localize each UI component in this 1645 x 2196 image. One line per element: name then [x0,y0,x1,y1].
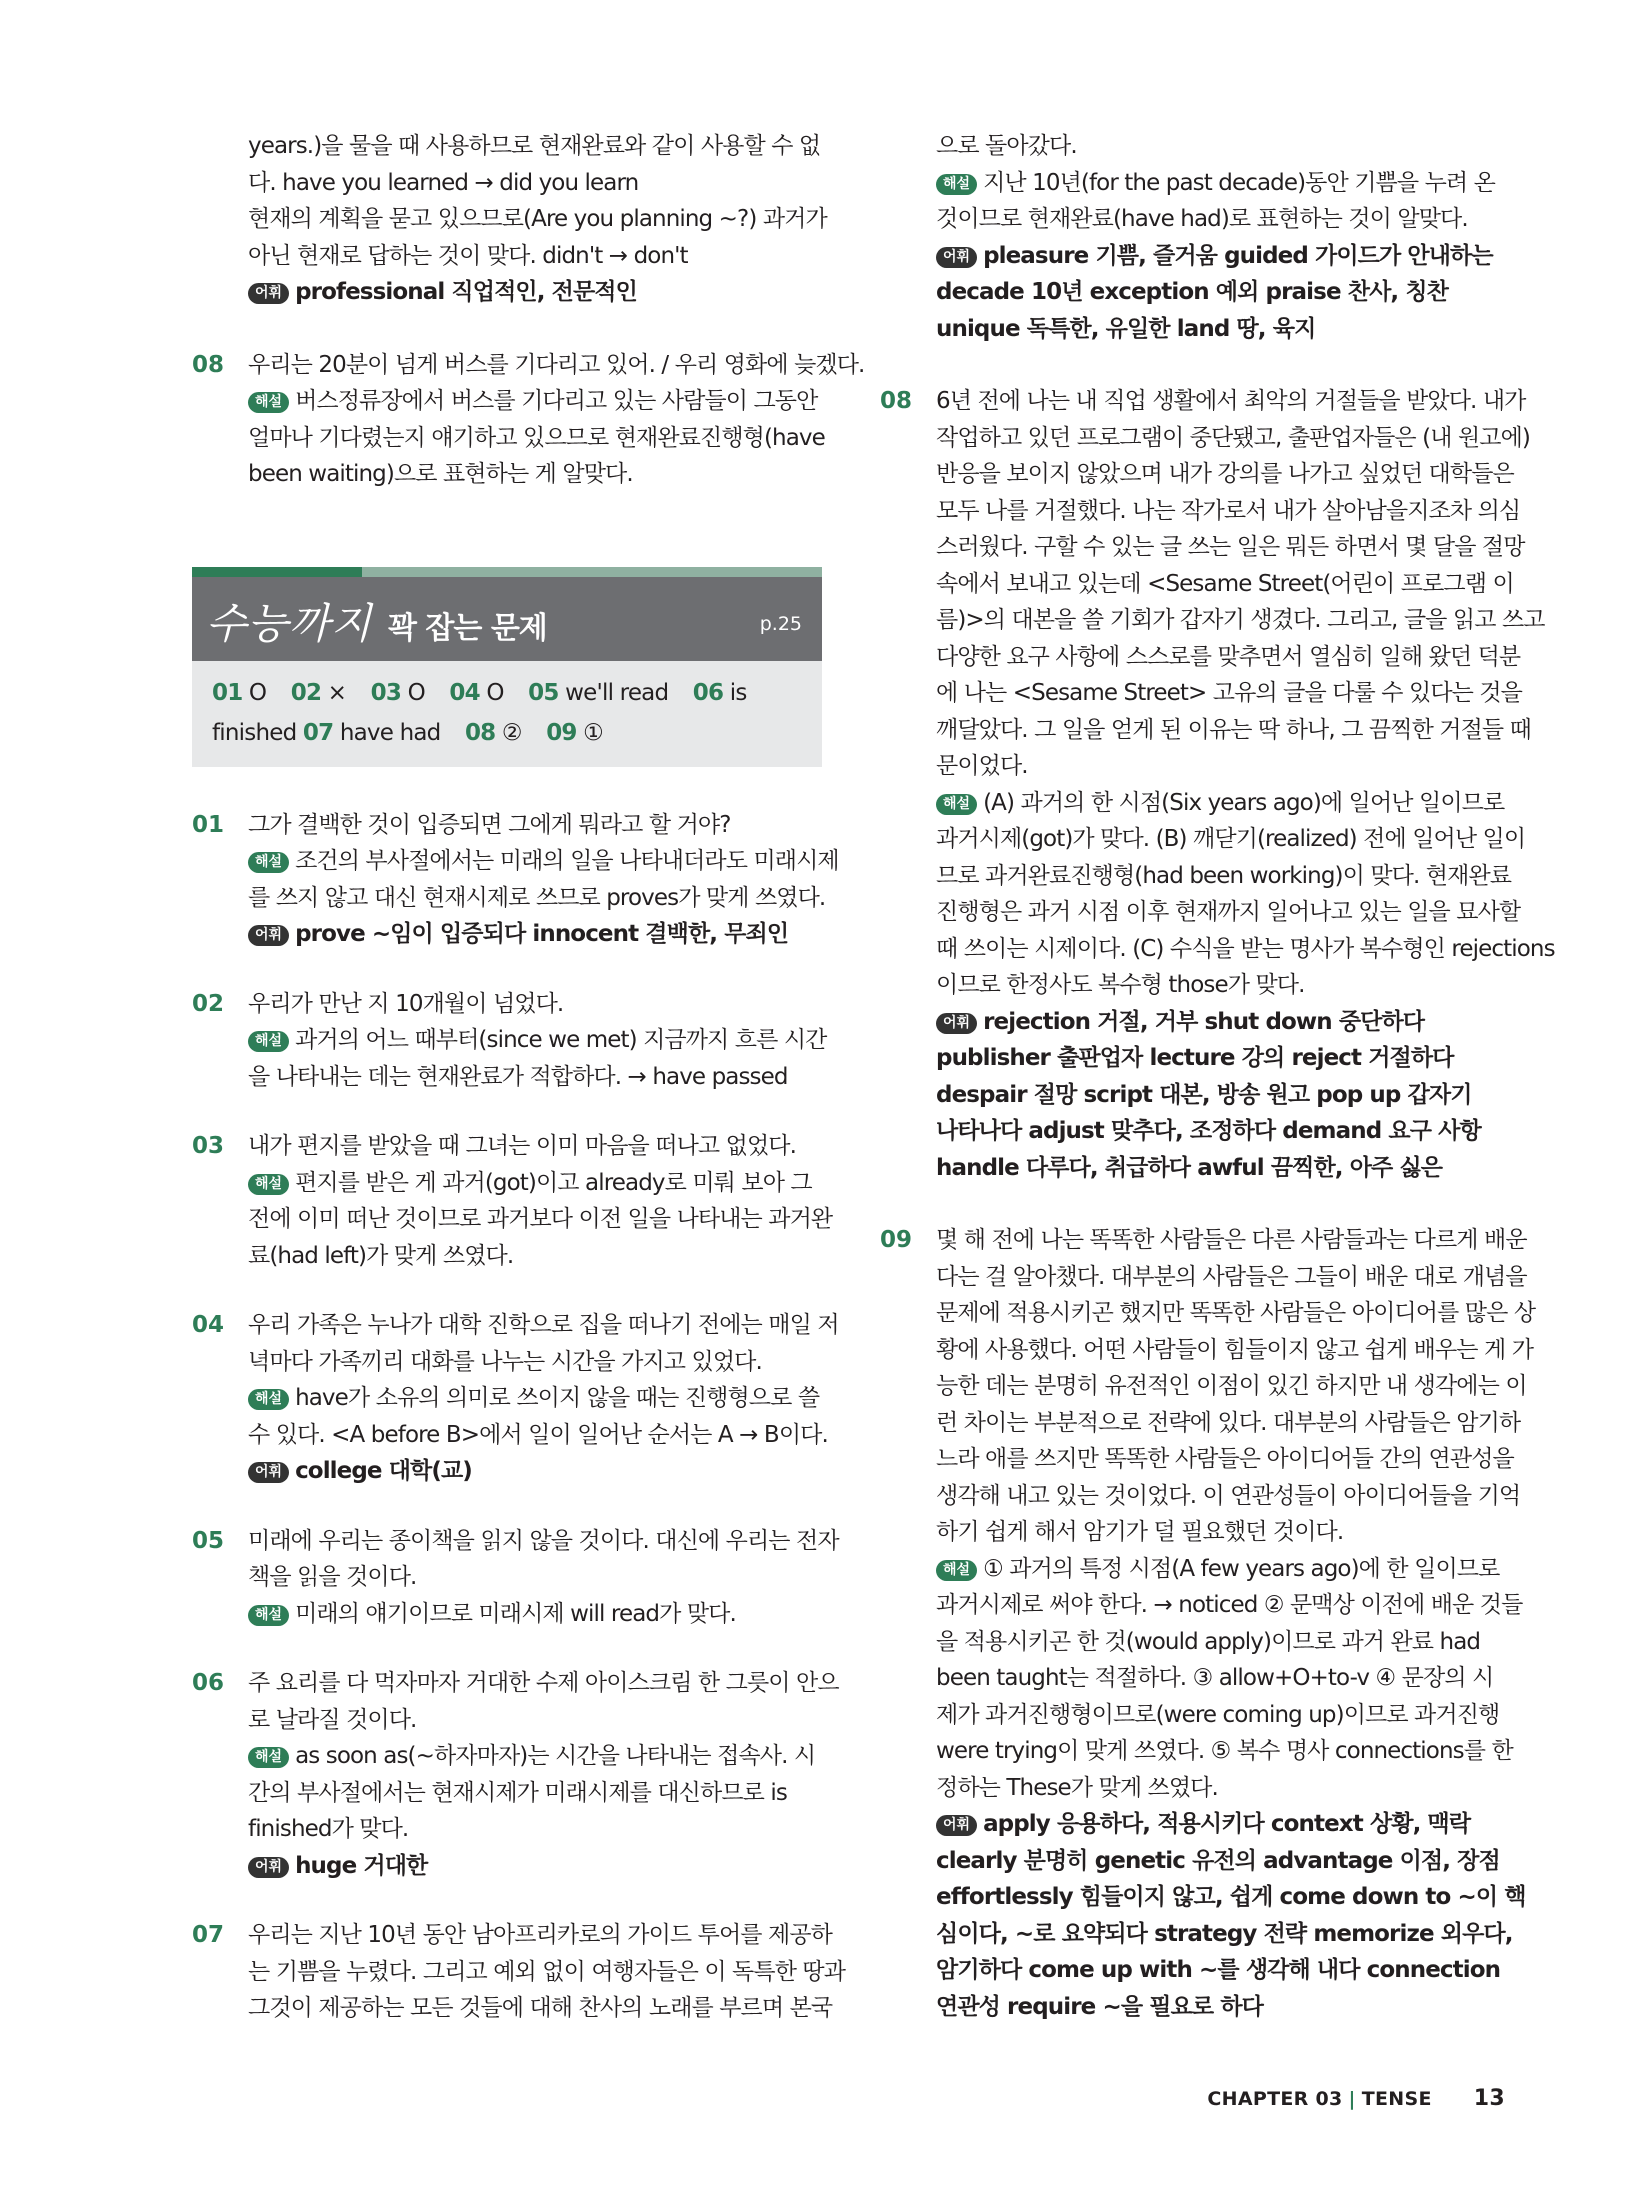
banner-script-title: 수능까지 [206,598,373,648]
vocab-line: despair 절망 script 대본, 방송 원고 pop up 갑자기 [936,1081,1472,1108]
vocab-line: 암기하다 come up with ~를 생각해 내다 connection [936,1957,1501,1983]
explanation-line: 을 적용시키곤 한 것(would apply)이므로 과거 완료 had [936,1628,1481,1655]
translation-line: 느라 애를 쓰지만 똑똑한 사람들은 아이디어들 간의 연관성을 [936,1446,1514,1472]
explanation-line: been taught는 적절하다. ③ allow+O+to-v ④ 문장의 시 [936,1665,1494,1691]
question-number: 05 [192,1527,225,1554]
vocab-line [192,274,822,311]
explanation-badge: 해설 [248,1031,289,1052]
explanation-line: 해설 버스정류장에서 버스를 기다리고 있는 사람들이 그동안 [192,383,822,420]
explanation-line: were trying이 맞게 쓰였다. ⑤ 복수 명사 connections를 한 [936,1738,1513,1764]
translation-line: 주 요리를 다 먹자마자 거대한 수제 아이스크림 한 그릇이 안으 [248,1670,839,1696]
vocab-badge: 어휘 [248,1857,289,1878]
vocab-line [192,1453,822,1490]
question-number: 08 [880,388,913,414]
explanation-line: 해설 have가 소유의 의미로 쓰이지 않을 때는 진행형으로 쓸 [192,1380,822,1417]
translation-line: 능한 데는 분명히 유전적인 이점이 있긴 하지만 내 생각에는 이 [936,1373,1527,1399]
explanation-badge: 해설 [248,1389,289,1410]
explanation-line: 해설 미래의 얘기이므로 미래시제 will read가 맞다. [192,1596,822,1633]
explanation-line: 해설 지난 10년(for the past decade)동안 기쁨을 누려 온 [880,165,1510,202]
question-number: 08 [192,351,225,378]
translation-line: 책을 읽을 것이다. [248,1564,417,1590]
footer-separator: | [1348,2088,1356,2110]
chapter-label: CHAPTER 03 [1207,2088,1343,2110]
translation-line: 우리는 20분이 넘게 버스를 기다리고 있어. / 우리 영화에 늦겠다. [248,351,865,378]
explanation-badge: 해설 [248,1747,289,1768]
vocab-line: decade 10년 exception 예외 praise 찬사, 칭찬 [936,279,1448,305]
answer-09 [880,1222,1536,2025]
text-line: years.)을 물을 때 사용하므로 현재완료와 같이 사용할 수 없 [248,133,821,159]
explanation-line: 진행형은 과거 시점 이후 현재까지 일어나고 있는 일을 묘사할 [936,899,1521,925]
vocab-line: 어휘 rejection 거절, 거부 shut down 중단하다 [880,1004,1510,1041]
vocab-badge: 어휘 [936,1013,977,1034]
explanation-line: 전에 이미 떠난 것이므로 과거보다 이전 일을 나타내는 과거완 [248,1206,833,1232]
vocab-badge: 어휘 [248,925,289,946]
question-number: 02 [192,990,225,1017]
question-number: 07 [192,1922,225,1948]
translation-line: 로 날라질 것이다. [248,1706,417,1733]
explanation-line: finished가 맞다. [248,1816,409,1842]
banner-header [192,577,822,661]
vocab-text: huge 거대한 [295,1852,428,1879]
explanation-line: 을 나타내는 데는 현재완료가 적합하다. → have passed [248,1063,788,1090]
translation-line: 모두 나를 거절했다. 나는 작가로서 내가 살아남을지조차 의심 [936,497,1521,524]
translation-line: 그것이 제공하는 모든 것들에 대해 찬사의 노래를 부르며 본국 [248,1995,833,2021]
answer-08 [192,347,865,493]
translation-line: 에 나는 <Sesame Street> 고유의 글을 다룰 수 있다는 것을 [936,680,1523,706]
text-line: 아닌 현재로 답하는 것이 맞다. didn't → don't [248,242,688,269]
answer-key-line-1: 01 O 02 × 03 O 04 O 05 we'll read 06 is [212,679,747,706]
page-footer [1207,2086,1505,2111]
translation-line: 름)>의 대본을 쓸 기회가 갑자기 생겼다. 그리고, 글을 읽고 쓰고 [936,607,1545,633]
translation-line: 몇 해 전에 나는 똑똑한 사람들은 다른 사람들과는 다르게 배운 [936,1227,1527,1253]
banner-accent-bar [192,567,822,577]
explanation-line: 해설 조건의 부사절에서는 미래의 일을 나타내더라도 미래시제 [192,843,822,880]
question-number: 01 [192,811,225,838]
vocab-line: 나타나다 adjust 맞추다, 조정하다 demand 요구 사항 [936,1118,1481,1144]
explanation-line: been waiting)으로 표현하는 게 알맞다. [248,461,633,487]
explanation-line: 해설 (A) 과거의 한 시점(Six years ago)에 일어난 일이므로 [880,785,1510,822]
banner-page-ref: p.25 [759,612,802,635]
question-number: 09 [880,1227,913,1253]
translation-line: 하기 쉽게 해서 암기가 덜 필요했던 것이다. [936,1519,1344,1545]
vocab-line: handle 다루다, 취급하다 awful 끔찍한, 아주 싫은 [936,1154,1443,1181]
translation-line: 속에서 보내고 있는데 <Sesame Street(어린이 프로그램 이 [936,570,1514,597]
answer-key [192,661,822,767]
explanation-line: 때 쓰이는 시제이다. (C) 수식을 받는 명사가 복수형인 rejections [936,935,1555,962]
question-number: 04 [192,1312,225,1338]
section-banner [192,567,822,767]
explanation-line: 것이므로 현재완료(have had)로 표현하는 것이 알맞다. [936,206,1468,232]
answer-06 [192,1665,839,1884]
answer-04 [192,1307,839,1490]
explanation-badge: 해설 [936,1560,977,1581]
explanation-line: 해설 ① 과거의 특정 시점(A few years ago)에 한 일이므로 [880,1551,1510,1588]
vocab-line: clearly 분명히 genetic 유전의 advantage 이점, 장점 [936,1847,1500,1874]
answer-05 [192,1523,839,1633]
explanation-line: 과거시제로 써야 한다. → noticed ② 문맥상 이전에 배운 것들 [936,1592,1523,1618]
translation-line: 생각해 내고 있는 것이었다. 이 연관성들이 아이디어들을 기억 [936,1482,1521,1509]
translation-line: 다는 걸 알아챘다. 대부분의 사람들은 그들이 배운 대로 개념을 [936,1263,1527,1290]
translation-line: 우리는 지난 10년 동안 남아프리카로의 가이드 투어를 제공하 [248,1922,832,1948]
vocab-line: 연관성 require ~을 필요로 하다 [936,1993,1263,2020]
translation-line: 내가 편지를 받았을 때 그녀는 이미 마음을 떠나고 없었다. [248,1133,797,1159]
translation-line: 문제에 적용시키곤 했지만 똑똑한 사람들은 아이디어를 많은 상 [936,1300,1536,1326]
vocab-badge: 어휘 [248,283,289,304]
translation-line: 우리가 만난 지 10개월이 넘었다. [248,990,564,1017]
translation-line: 6년 전에 나는 내 직업 생활에서 최악의 거절들을 받았다. 내가 [936,388,1526,414]
explanation-line: 정하는 These가 맞게 쓰였다. [936,1774,1218,1801]
explanation-line: 얼마나 기다렸는지 얘기하고 있으므로 현재완료진행형(have [248,424,825,451]
vocab-line [192,1848,822,1885]
translation-line: 황에 사용했다. 어떤 사람들이 힘들이지 않고 쉽게 배우는 게 가 [936,1336,1534,1363]
vocab-line: publisher 출판업자 lecture 강의 reject 거절하다 [936,1045,1454,1071]
question-number: 03 [192,1133,225,1159]
q07-continuation [880,128,1510,347]
explanation-badge: 해설 [248,852,289,873]
left-column [192,128,865,2027]
explanation-line: 이므로 한정사도 복수형 those가 맞다. [936,972,1305,998]
explanation-line: 므로 과거완료진행형(had been working)이 맞다. 현재완료 [936,862,1512,889]
chapter-topic: TENSE [1361,2088,1432,2110]
vocab-text: college 대학(교) [295,1458,472,1484]
vocab-line: 심이다, ~로 요약되다 strategy 전략 memorize 외우다, [936,1920,1513,1947]
explanation-badge: 해설 [936,794,977,815]
explanation-line: 해설 과거의 어느 때부터(since we met) 지금까지 흐른 시간 [192,1022,822,1059]
translation-line: 으로 돌아갔다. [936,133,1077,159]
explanation-line: 수 있다. <A before B>에서 일이 일어난 순서는 A → B이다. [248,1421,828,1448]
explanation-line: 제가 과거진행형이므로(were coming up)이므로 과거진행 [936,1701,1500,1728]
explanation-line: 간의 부사절에서는 현재시제가 미래시제를 대신하므로 is [248,1779,787,1806]
text-line: 다. have you learned → did you learn [248,169,639,196]
explanation-badge: 해설 [248,392,289,413]
explanation-line: 를 쓰지 않고 대신 현재시제로 쓰므로 proves가 맞게 쓰였다. [248,884,826,911]
answer-03 [192,1128,833,1274]
explanation-line: 해설 as soon as(~하자마자)는 시간을 나타내는 접속사. 시 [192,1738,822,1775]
vocab-text: professional 직업적인, 전문적인 [295,279,637,305]
explanation-badge: 해설 [248,1174,289,1195]
translation-line: 다양한 요구 사항에 스스로를 맞추면서 열심히 일해 왔던 덕분 [936,643,1521,670]
translation-line: 우리 가족은 누나가 대학 진학으로 집을 떠나기 전에는 매일 저 [248,1312,839,1338]
translation-line: 문이었다. [936,753,1028,779]
vocab-line [192,916,822,953]
explanation-badge: 해설 [248,1605,289,1626]
vocab-line: effortlessly 힘들이지 않고, 쉽게 come down to ~이 핵 [936,1884,1526,1910]
explanation-line: 해설 편지를 받은 게 과거(got)이고 already로 미뤄 보아 그 [192,1165,822,1202]
page-number: 13 [1473,2086,1505,2111]
translation-line: 녁마다 가족끼리 대화를 나누는 시간을 가지고 있었다. [248,1348,762,1375]
vocab-line: unique 독특한, 유일한 land 땅, 육지 [936,315,1316,342]
vocab-line: 어휘 pleasure 기쁨, 즐거움 guided 가이드가 안내하는 [880,238,1510,275]
translation-line: 깨달았다. 그 일을 얻게 된 이유는 딱 하나, 그 끔찍한 거절들 때 [936,716,1531,743]
vocab-text: prove ~임이 입증되다 innocent 결백한, 무죄인 [295,921,789,947]
vocab-line: 어휘 apply 응용하다, 적용시키다 context 상황, 맥락 [880,1806,1510,1843]
banner-title: 꽉 잡는 문제 [388,610,547,646]
text-line: 현재의 계획을 묻고 있으므로(Are you planning ~?) 과거가 [248,206,827,232]
answer-01 [192,807,839,953]
translation-line: 작업하고 있던 프로그램이 중단됐고, 출판업자들은 (내 원고에) [936,424,1530,451]
question-number: 06 [192,1670,225,1696]
answer-08 [880,383,1555,1186]
vocab-badge: 어휘 [936,247,977,268]
explanation-line: 과거시제(got)가 맞다. (B) 깨닫기(realized) 전에 일어난 일이 [936,826,1526,852]
translation-line: 는 기쁨을 누렸다. 그리고 예외 없이 여행자들은 이 독특한 땅과 [248,1958,846,1985]
right-column [880,128,1555,2025]
q07-continuation [192,128,827,311]
vocab-badge: 어휘 [936,1815,977,1836]
answer-key-line-2: finished 07 have had 08 ② 09 ① [212,719,603,746]
translation-line: 런 차이는 부분적으로 전략에 있다. 대부분의 사람들은 암기하 [936,1409,1521,1436]
explanation-badge: 해설 [936,174,977,195]
translation-line: 반응을 보이지 않았으며 내가 강의를 나가고 싶었던 대학들은 [936,461,1514,487]
translation-line: 미래에 우리는 종이책을 읽지 않을 것이다. 대신에 우리는 전자 [248,1527,839,1554]
translation-line: 스러웠다. 구할 수 있는 글 쓰는 일은 뭐든 하면서 몇 달을 절망 [936,534,1525,560]
translation-line: 그가 결백한 것이 입증되면 그에게 뭐라고 할 거야? [248,811,731,838]
explanation-line: 료(had left)가 맞게 쓰였다. [248,1242,514,1269]
answer-02 [192,986,827,1096]
answer-07 [192,1917,846,2027]
vocab-badge: 어휘 [248,1462,289,1483]
